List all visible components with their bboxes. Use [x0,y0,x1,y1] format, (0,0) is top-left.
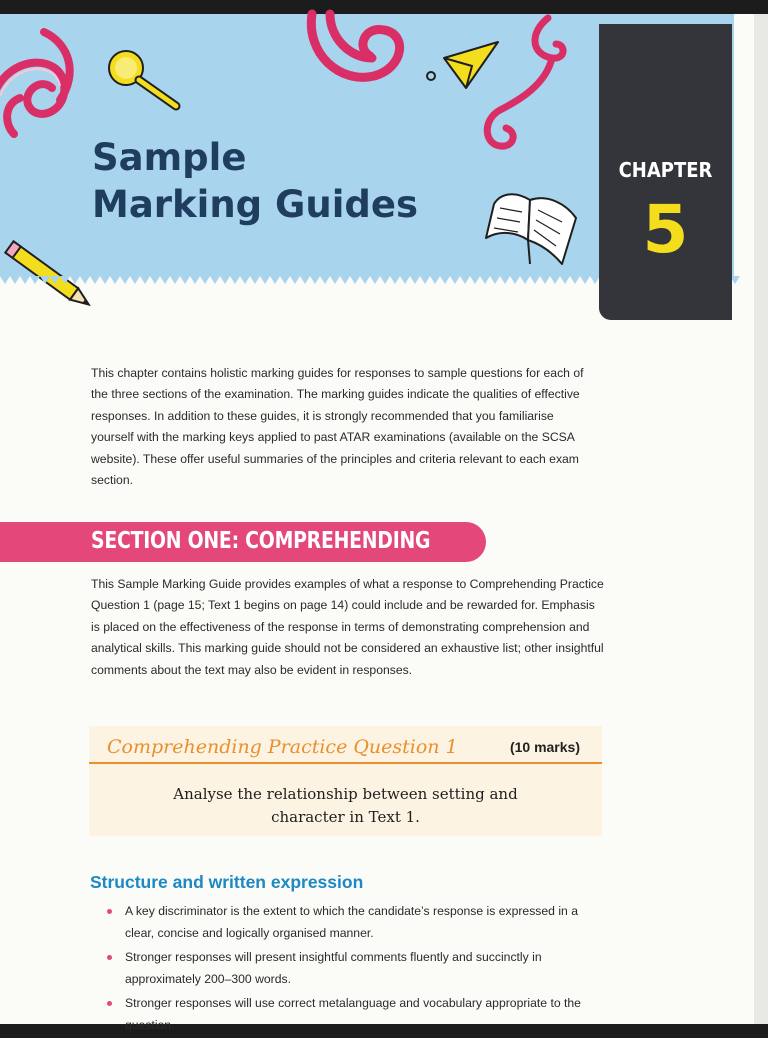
curl-doodle-icon [487,18,563,146]
structure-heading: Structure and written expression [90,872,364,892]
section-banner [0,522,486,562]
question-title: Comprehending Practice Question 1 [107,736,458,758]
page-edge [754,14,768,1024]
question-text-line-2: character in Text 1. [271,808,420,826]
chapter-label: CHAPTER [618,158,713,182]
intro-paragraph: This chapter contains holistic marking guides for responses to sample questions for each of the three sections of the examination. The marking guides indicate the qualities of effective responses. In addition to these guides, it is strongly recommended that you familiarise yourself with the marking keys applied to past ATAR examinations (available on the SCSA website). These offer useful summaries of the principles and criteria relevant to each exam section. [91,366,584,488]
section-title: SECTION ONE: COMPREHENDING [91,528,431,554]
open-book-icon [486,194,576,264]
bullet-item: A key discriminator is the extent to which the candidate’s response is expressed in a clear, concise and logically organised manner. [106,900,606,944]
bullet-item: Stronger responses will present insightful comments fluently and succinctly in approximately 200–300 words. [106,946,606,990]
chapter-number: 5 [642,191,689,268]
title-line-1: Sample [92,136,247,179]
question-divider [89,762,602,764]
question-box [89,726,602,836]
paper-plane-icon [444,42,498,88]
chapter-title [92,134,418,228]
section-paragraph: This Sample Marking Guide provides examples of what a response to Comprehending Practice Question 1 (page 15; Text 1 begins on page 14) could include and be rewarded for. Emphasis is placed on the effectiveness of the response in terms of demonstrating comprehension and analytical skills. This marking guide should not be considered an exhaustive list; other insightful comments about the text may also be evident in responses. [91,577,604,677]
chapter-tab [599,24,732,320]
bullet-item: Stronger responses will use correct metalanguage and vocabulary appropriate to the question. [106,992,606,1036]
title-line-2: Marking Guides [92,183,419,226]
swirl-doodle-icon [311,14,399,77]
magnifier-icon [109,51,176,106]
structure-bullet-list [106,900,606,1038]
question-text-line-1: Analyse the relationship between setting and [173,785,518,803]
book-page [0,14,768,1032]
question-marks: (10 marks) [509,739,580,755]
question-text [89,783,602,829]
